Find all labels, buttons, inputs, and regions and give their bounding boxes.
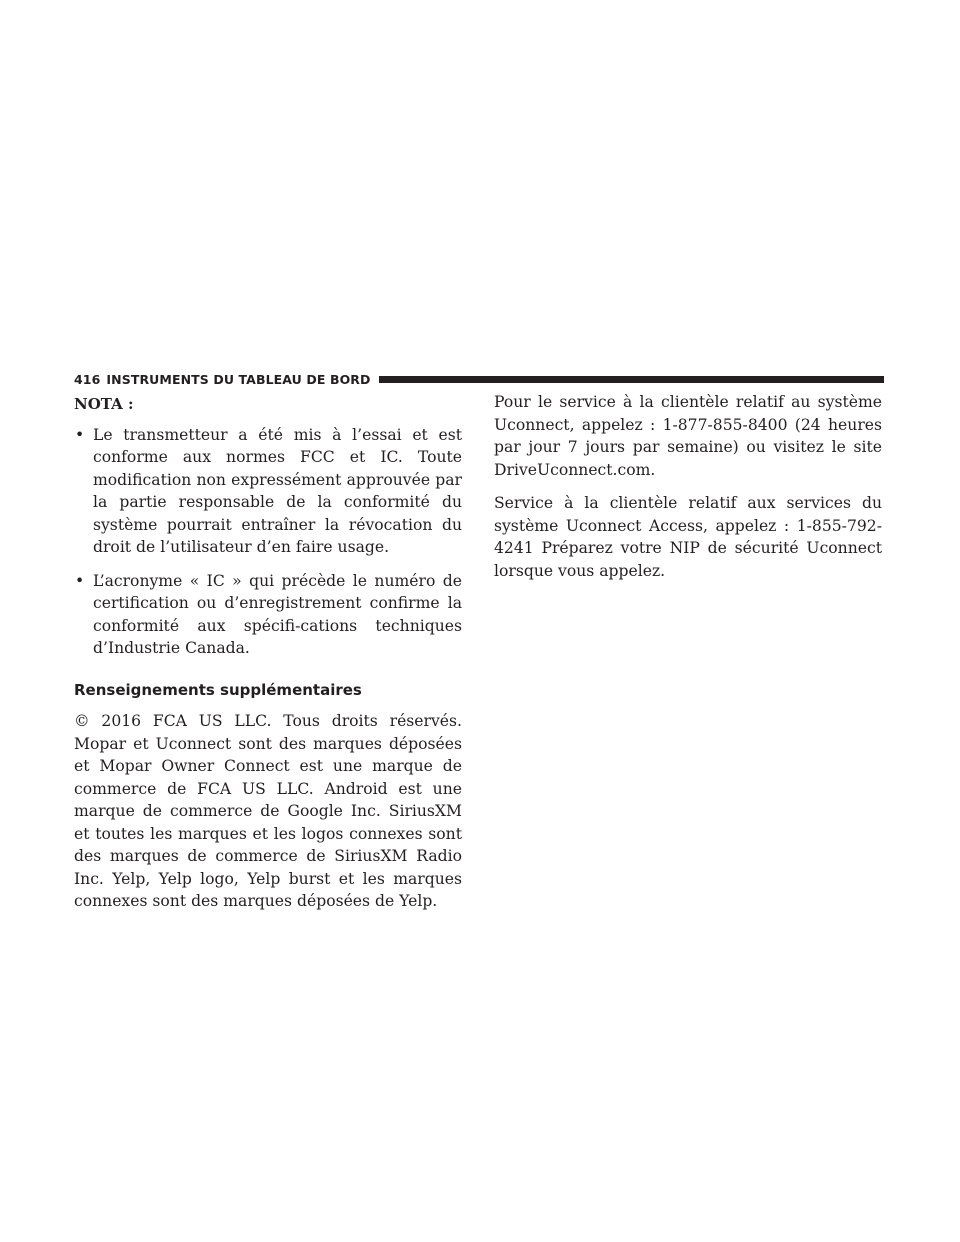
bullet-icon: • [75, 425, 85, 444]
page-header [74, 369, 884, 389]
trademark-paragraph: © 2016 FCA US LLC. Tous droits réservés. Mopar et Uconnect sont des marques déposées et Mopar Owner Connect est une marque de commerce de FCA US LLC. Android est une marque de commerce de Google Inc. SiriusXM et toutes les marques et les logos connexes sont des marques de commerce de SiriusXM Radio Inc. Yelp, Yelp logo, Yelp burst et les marques connexes sont des marques déposées de Yelp. [74, 712, 462, 910]
access-service-paragraph: Service à la clientèle relatif aux services du système Uconnect Access, appelez : 1-855-792-4241 Préparez votre NIP de sécurité Uconnect lorsque vous appelez. [494, 494, 882, 580]
right-column [494, 392, 882, 593]
bullet-icon: • [75, 571, 85, 590]
bullet-item-transmitter [74, 424, 462, 559]
note-label: NOTA : [74, 395, 134, 413]
chapter-title: INSTRUMENTS DU TABLEAU DE BORD [106, 371, 371, 387]
header-rule [379, 376, 885, 383]
bullet-item-ic-acronym [74, 570, 462, 660]
customer-service-paragraph: Pour le service à la clientèle relatif au système Uconnect, appelez : 1-877-855-8400 (24 heures par jour 7 jours par semaine) ou visitez le site DriveUconnect.com. [494, 393, 882, 479]
section-heading: Renseignements supplémentaires [74, 680, 362, 699]
left-column [74, 392, 462, 924]
bullet-text: Le transmetteur a été mis à l’essai et est conforme aux normes FCC et IC. Toute modification non expressément approuvée par la partie responsable de la conformité du système pourrait entraîner la révocation du droit de l’utilisateur d’en faire usage. [93, 425, 462, 556]
page-number: 416 [74, 371, 101, 387]
bullet-text: L’acronyme « IC » qui précède le numéro de certification ou d’enregistrement confirme la conformité aux spécifi-cations techniques d’Industrie Canada. [93, 571, 462, 657]
